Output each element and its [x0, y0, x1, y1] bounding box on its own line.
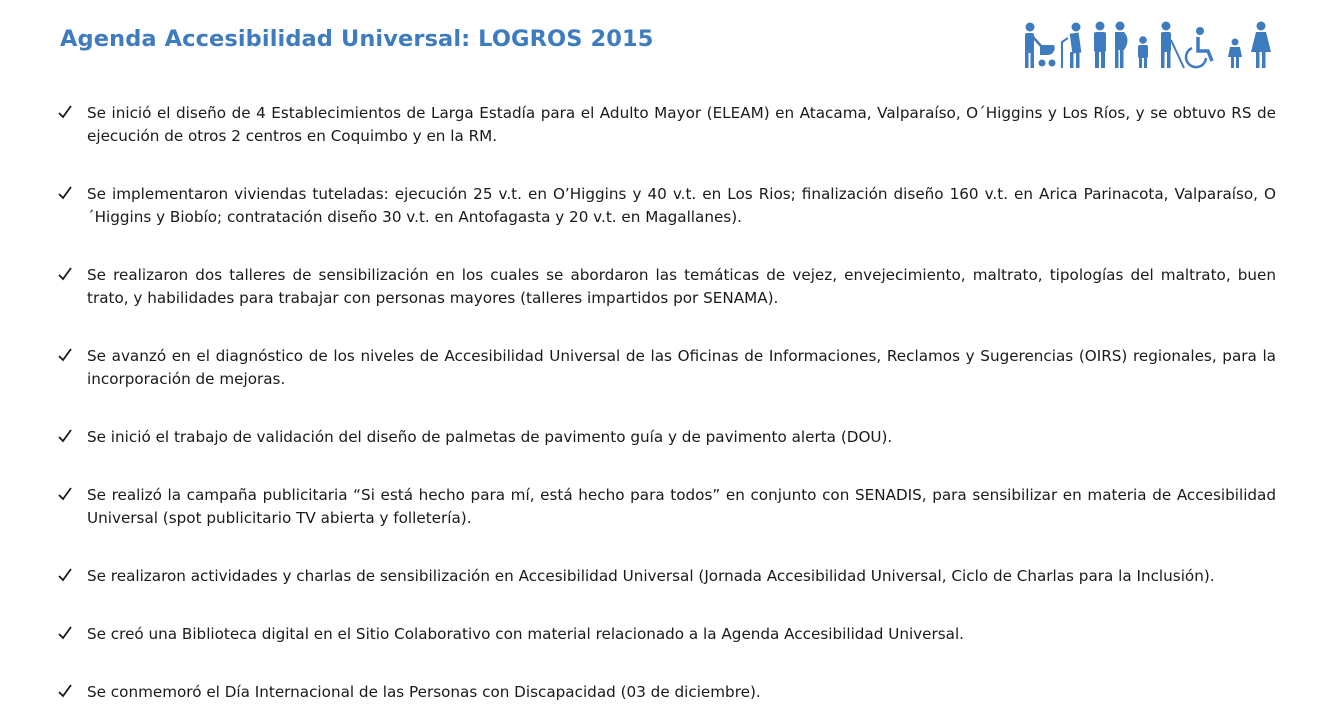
item-text: Se realizaron actividades y charlas de sensibilización en Accesibilidad Universal (Jornada Accesibilidad Universal, Ciclo de Charlas para la Inclusión).: [87, 567, 1215, 585]
list-item: [58, 183, 1276, 229]
list-item: [58, 426, 1276, 449]
checkmark-icon: [58, 683, 72, 699]
accessibility-people-icons: [1016, 18, 1288, 72]
achievements-list: [58, 102, 1276, 704]
item-text: Se realizaron dos talleres de sensibilización en los cuales se abordaron las temáticas de vejez, envejecimiento, maltrato, tipologías del maltrato, buen trato, y habilidades para trabajar con personas mayores (talleres impartidos por SENAMA).: [87, 266, 1276, 307]
list-item: [58, 102, 1276, 148]
checkmark-icon: [58, 567, 72, 583]
child-icon: [1138, 36, 1148, 68]
item-text: Se inició el diseño de 4 Establecimientos de Larga Estadía para el Adulto Mayor (ELEAM) en Atacama, Valparaíso, O´Higgins y Los Ríos, y se obtuvo RS de ejecución de otros 2 centros en Coquimbo y en la RM.: [87, 104, 1276, 145]
checkmark-icon: [58, 625, 72, 641]
item-text: Se implementaron viviendas tuteladas: ejecución 25 v.t. en O’Higgins y 40 v.t. en Los Rios; finalización diseño 160 v.t. en Arica Parinacota, Valparaíso, O´Higgins y Biobío; contratación diseño 30 v.t. en Antofagasta y 20 v.t. en Magallanes).: [87, 185, 1276, 226]
parent-with-stroller-icon: [1025, 23, 1056, 69]
item-text: Se inició el trabajo de validación del diseño de palmetas de pavimento guía y de pavimento alerta (DOU).: [87, 428, 893, 446]
list-item: [58, 345, 1276, 391]
checkmark-icon: [58, 104, 72, 120]
checkmark-icon: [58, 185, 72, 201]
checkmark-icon: [58, 428, 72, 444]
small-child-icon: [1228, 39, 1242, 69]
item-text: Se avanzó en el diagnóstico de los niveles de Accesibilidad Universal de las Oficinas de Informaciones, Reclamos y Sugerencias (OIRS) regionales, para la incorporación de mejoras.: [87, 347, 1276, 388]
item-text: Se creó una Biblioteca digital en el Sitio Colaborativo con material relacionado a la Agenda Accesibilidad Universal.: [87, 625, 965, 643]
checkmark-icon: [58, 347, 72, 363]
blind-person-icon: [1161, 22, 1184, 69]
list-item: [58, 565, 1276, 588]
elderly-person-icon: [1062, 23, 1081, 69]
checkmark-icon: [58, 486, 72, 502]
woman-icon: [1251, 22, 1271, 69]
checkmark-icon: [58, 266, 72, 282]
item-text: Se realizó la campaña publicitaria “Si está hecho para mí, está hecho para todos” en conjunto con SENADIS, para sensibilizar en materia de Accesibilidad Universal (spot publicitario TV abierta y folletería).: [87, 486, 1276, 527]
page-title: Agenda Accesibilidad Universal: LOGROS 2015: [60, 26, 654, 52]
list-item: [58, 484, 1276, 530]
pregnant-woman-icon: [1115, 22, 1128, 69]
wheelchair-icon: [1186, 27, 1212, 67]
list-item: [58, 264, 1276, 310]
man-icon: [1094, 22, 1106, 69]
item-text: Se conmemoró el Día Internacional de las Personas con Discapacidad (03 de diciembre).: [87, 683, 761, 701]
list-item: [58, 623, 1276, 646]
list-item: [58, 681, 1276, 704]
